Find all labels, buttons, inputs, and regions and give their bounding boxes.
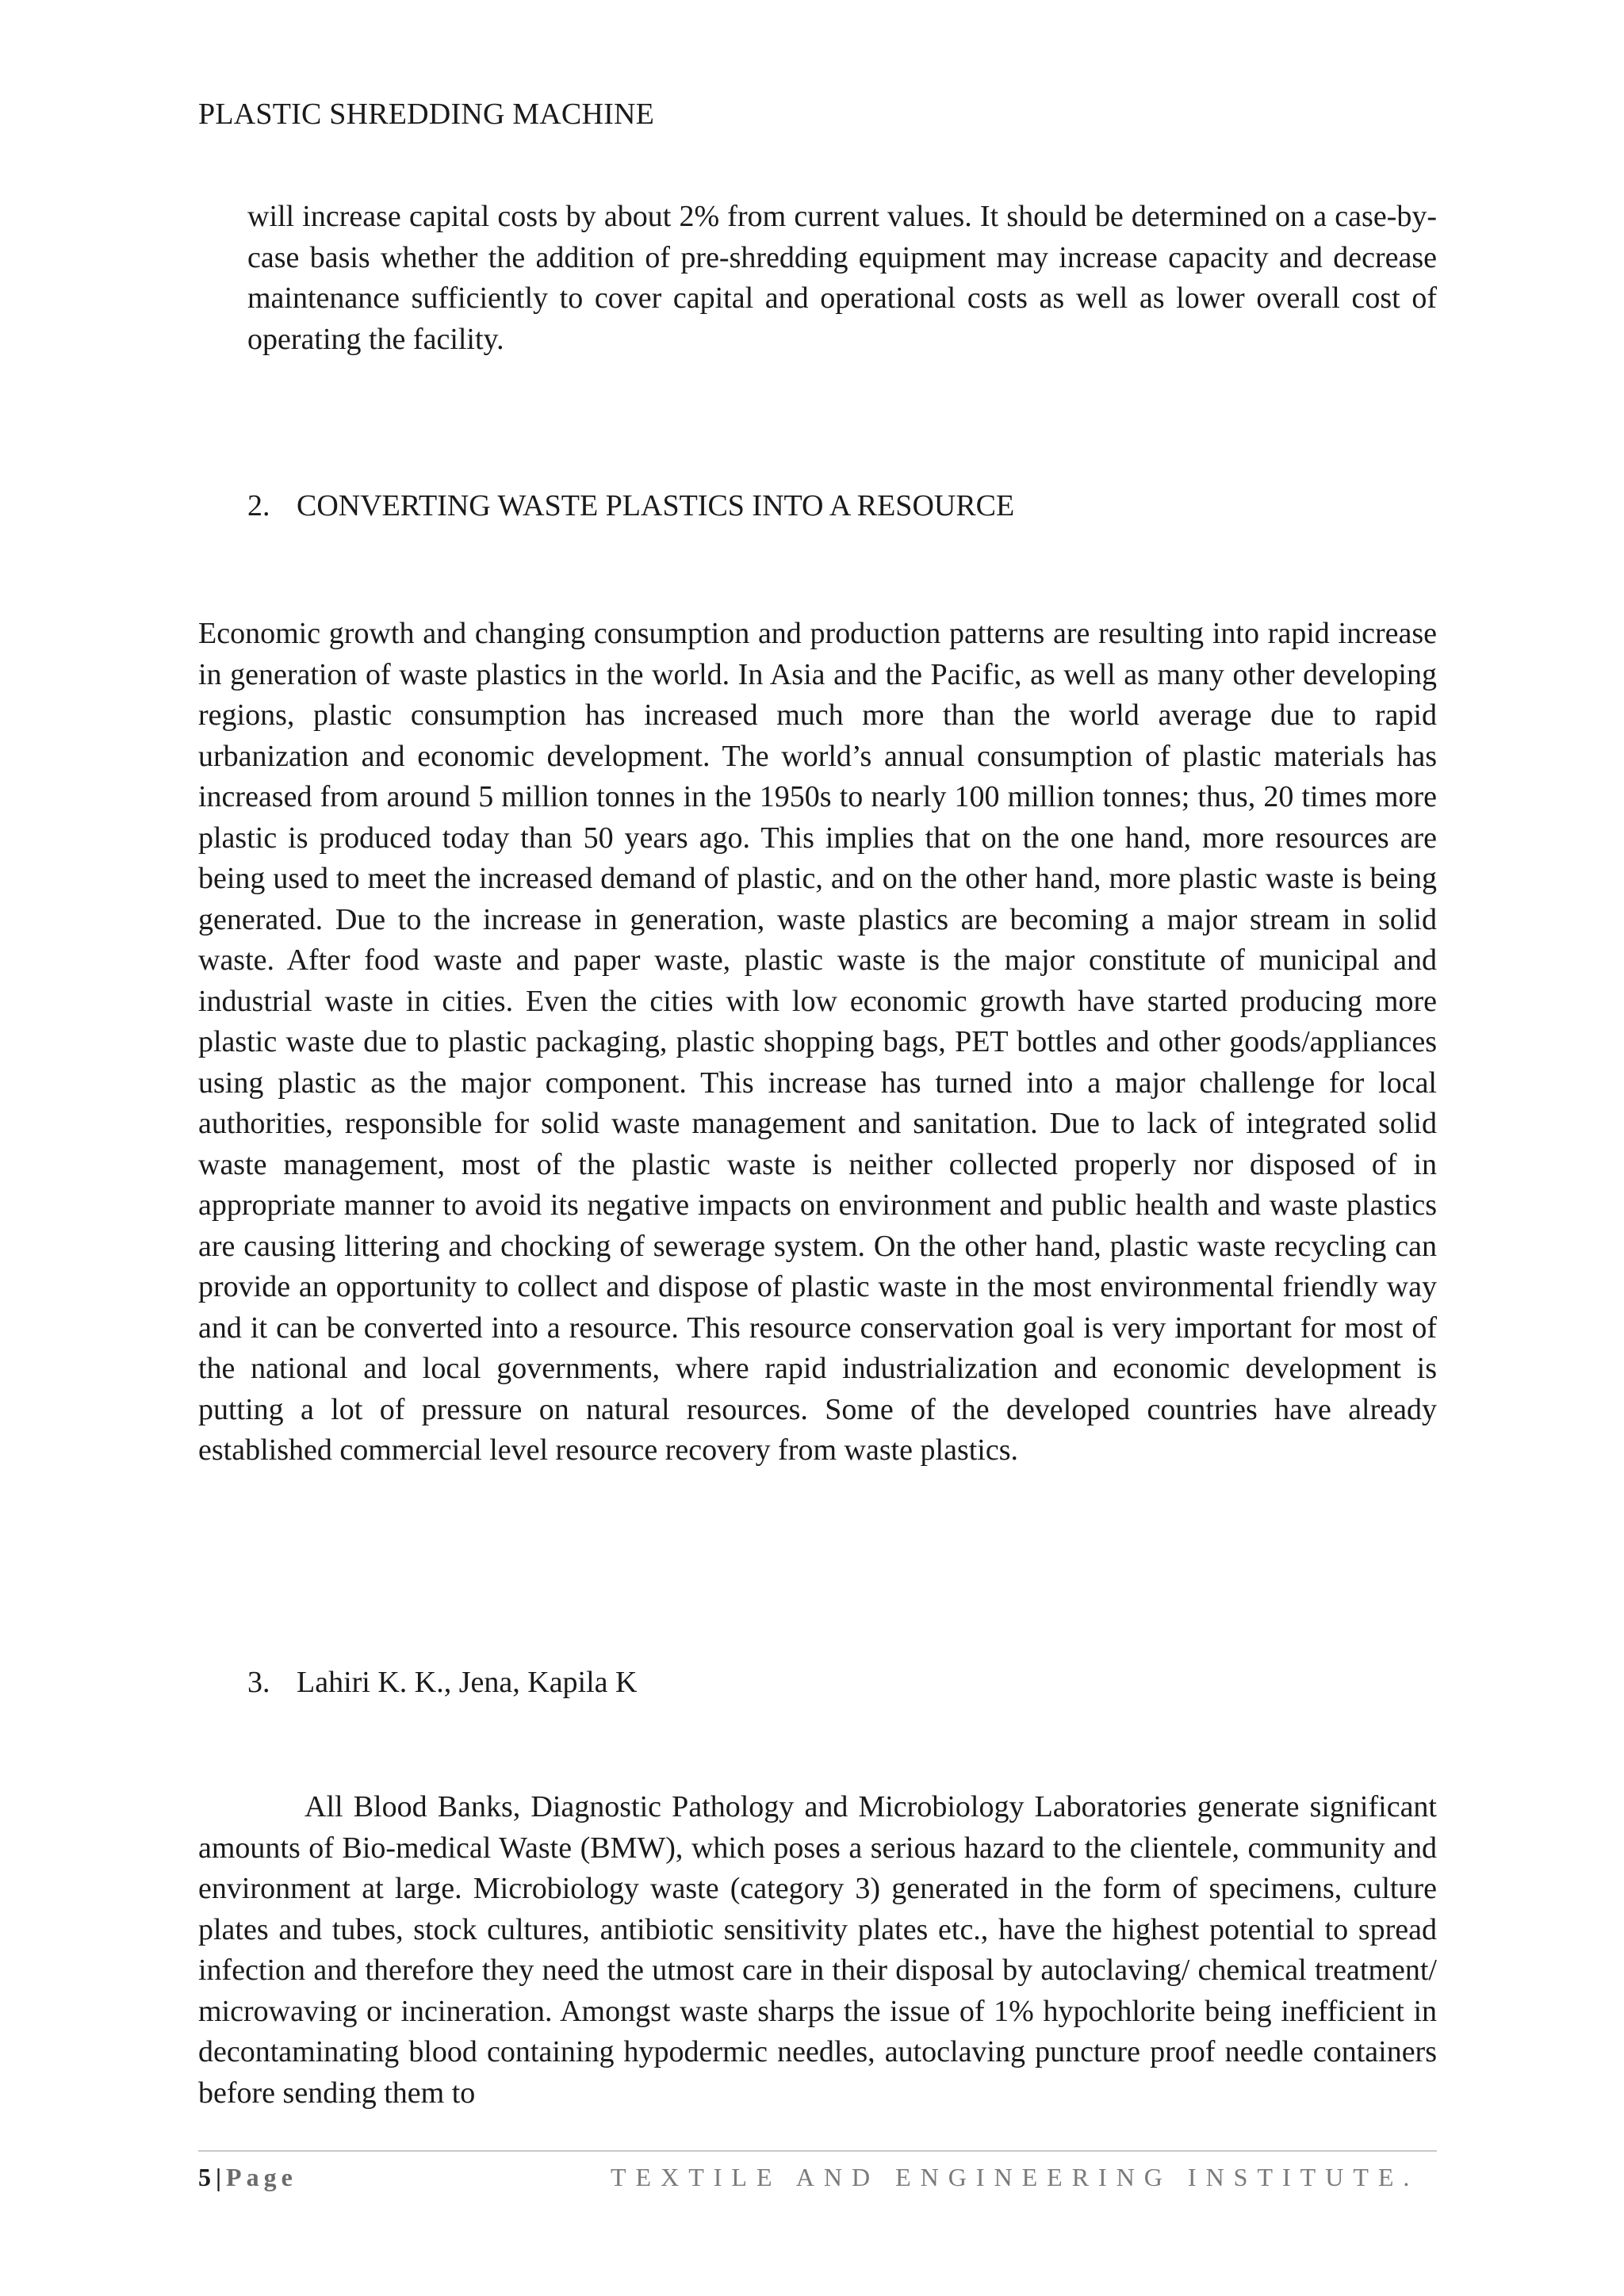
section-2-heading <box>247 485 1014 526</box>
page-indicator <box>198 2160 297 2195</box>
section-3-title: Lahiri K. K., Jena, Kapila K <box>297 1666 638 1699</box>
section-2-number: 2. <box>247 489 270 522</box>
page-footer <box>198 2160 1437 2195</box>
footer-divider <box>198 2150 1437 2152</box>
page-number: 5 <box>198 2163 211 2191</box>
section-2-paragraph: Economic growth and changing consumption and production patterns are resulting into rapid increase in generation of waste plastics in the world. In Asia and the Pacific, as well as many other developing regions, plastic consumption has increased much more than the world average due to rapid urbanization and economic development. The world’s annual consumption of plastic materials has increased from around 5 million tonnes in the 1950s to nearly 100 million tonnes; thus, 20 times more plastic is produced today than 50 years ago. This implies that on the one hand, more resources are being used to meet the increased demand of plastic, and on the other hand, more plastic waste is being generated. Due to the increase in generation, waste plastics are becoming a major stream in solid waste. After food waste and paper waste, plastic waste is the major constitute of municipal and industrial waste in cities. Even the cities with low economic growth have started producing more plastic waste due to plastic packaging, plastic shopping bags, PET bottles and other goods/appliances using plastic as the major component. This increase has turned into a major challenge for local authorities, responsible for solid waste management and sanitation. Due to lack of integrated solid waste management, most of the plastic waste is neither collected properly nor disposed of in appropriate manner to avoid its negative impacts on environment and public health and waste plastics are causing littering and chocking of sewerage system. On the other hand, plastic waste recycling can provide an opportunity to collect and dispose of plastic waste in the most environmental friendly way and it can be converted into a resource. This resource conservation goal is very important for most of the national and local governments, where rapid industrialization and economic development is putting a lot of pressure on natural resources. Some of the developed countries have already established commercial level resource recovery from waste plastics. <box>198 617 1437 1467</box>
section-2-title: CONVERTING WASTE PLASTICS INTO A RESOURCE <box>297 489 1015 522</box>
page-word: Page <box>226 2163 297 2191</box>
intro-paragraph: will increase capital costs by about 2% from current values. It should be determined on a case-by-case basis whether the addition of pre-shredding equipment may increase capacity and decrease maintenance sufficiently to cover capital and operational costs as well as lower overall cost of operating the facility. <box>247 200 1437 356</box>
section-3-paragraph: All Blood Banks, Diagnostic Pathology and Microbiology Laboratories generate significant amounts of Bio-medical Waste (BMW), which poses a serious hazard to the clientele, community and environment at large. Microbiology waste (category 3) generated in the form of specimens, culture plates and tubes, stock cultures, antibiotic sensitivity plates etc., have the highest potential to spread infection and therefore they need the utmost care in their disposal by autoclaving/ chemical treatment/ microwaving or incineration. Amongst waste sharps the issue of 1% hypochlorite being inefficient in decontaminating blood containing hypodermic needles, autoclaving puncture proof needle containers before sending them to <box>198 1790 1437 2110</box>
section-3-number: 3. <box>247 1666 270 1699</box>
page-separator: | <box>216 2163 222 2191</box>
running-header: PLASTIC SHREDDING MACHINE <box>198 98 655 131</box>
institute-name: TEXTILE AND ENGINEERING INSTITUTE. <box>611 2163 1419 2191</box>
section-3-heading <box>247 1662 638 1703</box>
